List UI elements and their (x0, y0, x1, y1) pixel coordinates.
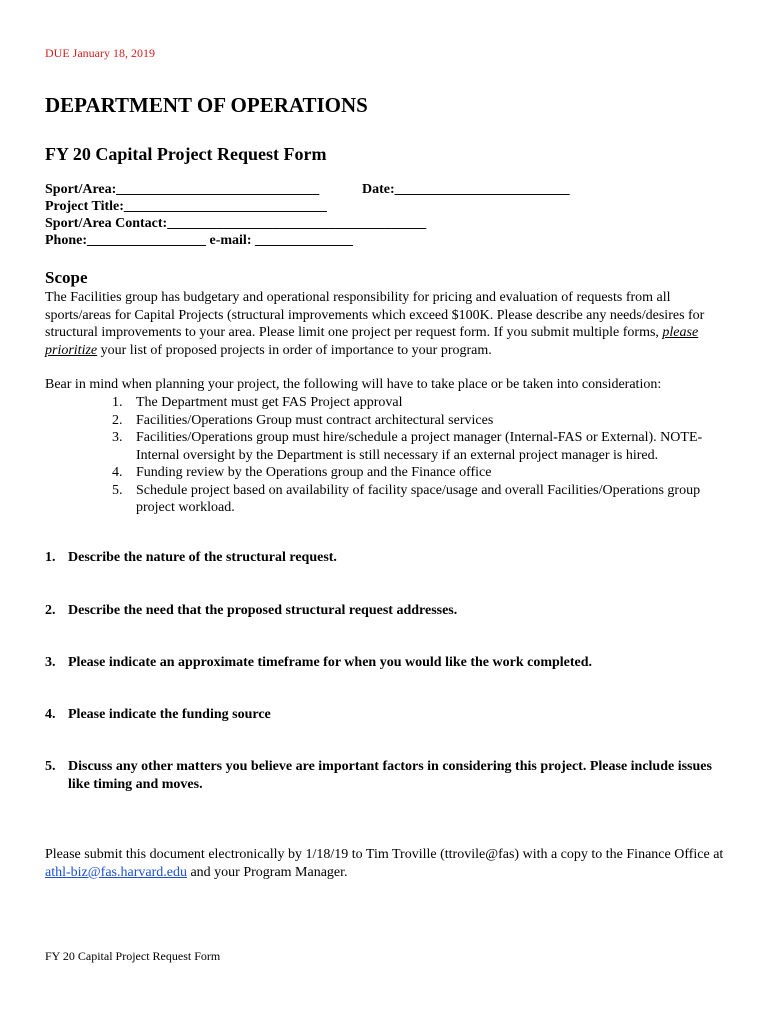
list-item-number: 5. (112, 482, 123, 498)
department-heading: DEPARTMENT OF OPERATIONS (45, 93, 368, 117)
question-5 (45, 758, 725, 793)
question-number: 3. (45, 655, 56, 670)
due-date: DUE January 18, 2019 (45, 46, 155, 60)
question-2 (45, 602, 725, 620)
question-text: Discuss any other matters you believe are important factors in considering this project. Please include issues like timing and moves. (68, 759, 712, 792)
scope-paragraph (45, 289, 735, 359)
question-text: Please indicate an approximate timeframe for when you would like the work completed. (68, 655, 593, 670)
question-number: 4. (45, 707, 56, 722)
list-item (112, 464, 732, 482)
sport-area-field[interactable]: Sport/Area:_____________________________ (45, 182, 320, 197)
list-item-text: Funding review by the Operations group and the Finance office (136, 465, 492, 480)
question-number: 1. (45, 550, 56, 565)
question-text: Please indicate the funding source (68, 707, 271, 722)
list-item-text: Schedule project based on availability of facility space/usage and overall Facilities/Operations group project workload. (136, 482, 701, 515)
sport-area-contact-field[interactable]: Sport/Area Contact:_____________________________________ (45, 216, 427, 231)
list-item (112, 394, 732, 412)
question-text: Describe the nature of the structural request. (68, 550, 337, 565)
scope-paragraph-text: The Facilities group has budgetary and operational responsibility for pricing and evaluation of requests from all sports/areas for Capital Projects (structural improvements which exceed $100K. Please describe any needs/desires for structural improvements to your area. Please limit one project per request form. If you submit multiple forms, (45, 290, 705, 340)
scope-heading: Scope (45, 268, 88, 287)
list-item-text: The Department must get FAS Project approval (136, 395, 403, 410)
list-item (112, 482, 732, 517)
submission-text: Please submit this document electronically by 1/18/19 to Tim Troville (ttrovile@fas) with a copy to the Finance Office at (45, 847, 724, 862)
question-number: 5. (45, 759, 56, 774)
list-item (112, 412, 732, 430)
page-footer: FY 20 Capital Project Request Form (45, 949, 221, 963)
prioritize-emphasis: please prioritize (45, 325, 699, 358)
scope-paragraph-end: your list of proposed projects in order of importance to your program. (97, 342, 492, 358)
question-text: Describe the need that the proposed structural request addresses. (68, 603, 458, 618)
list-item-number: 4. (112, 465, 123, 480)
list-item-number: 2. (112, 412, 123, 428)
question-1 (45, 549, 725, 567)
list-item (112, 429, 732, 464)
form-title: FY 20 Capital Project Request Form (45, 144, 327, 164)
question-number: 2. (45, 603, 56, 618)
list-item-text: Facilities/Operations group must hire/schedule a project manager (Internal-FAS or External). NOTE- Internal oversight by the Department is still necessary if an external project manager is hired. (136, 430, 703, 463)
phone-email-field[interactable]: Phone:_________________ e-mail: ______________ (45, 233, 353, 248)
project-title-field[interactable]: Project Title:_____________________________ (45, 199, 327, 214)
list-item-number: 1. (112, 395, 123, 410)
question-3 (45, 654, 725, 672)
list-item-text: Facilities/Operations Group must contract architectural services (136, 412, 494, 428)
date-field[interactable]: Date:_________________________ (362, 182, 570, 197)
submission-text-end: and your Program Manager. (186, 864, 348, 880)
list-item-number: 3. (112, 430, 123, 445)
finance-email-link[interactable]: athl-biz@fas.harvard.edu (45, 864, 187, 880)
question-4 (45, 706, 725, 724)
bear-in-mind-text: Bear in mind when planning your project, the following will have to take place or be taken into consideration: (45, 377, 662, 392)
considerations-list (112, 394, 732, 517)
submission-instructions (45, 846, 735, 881)
